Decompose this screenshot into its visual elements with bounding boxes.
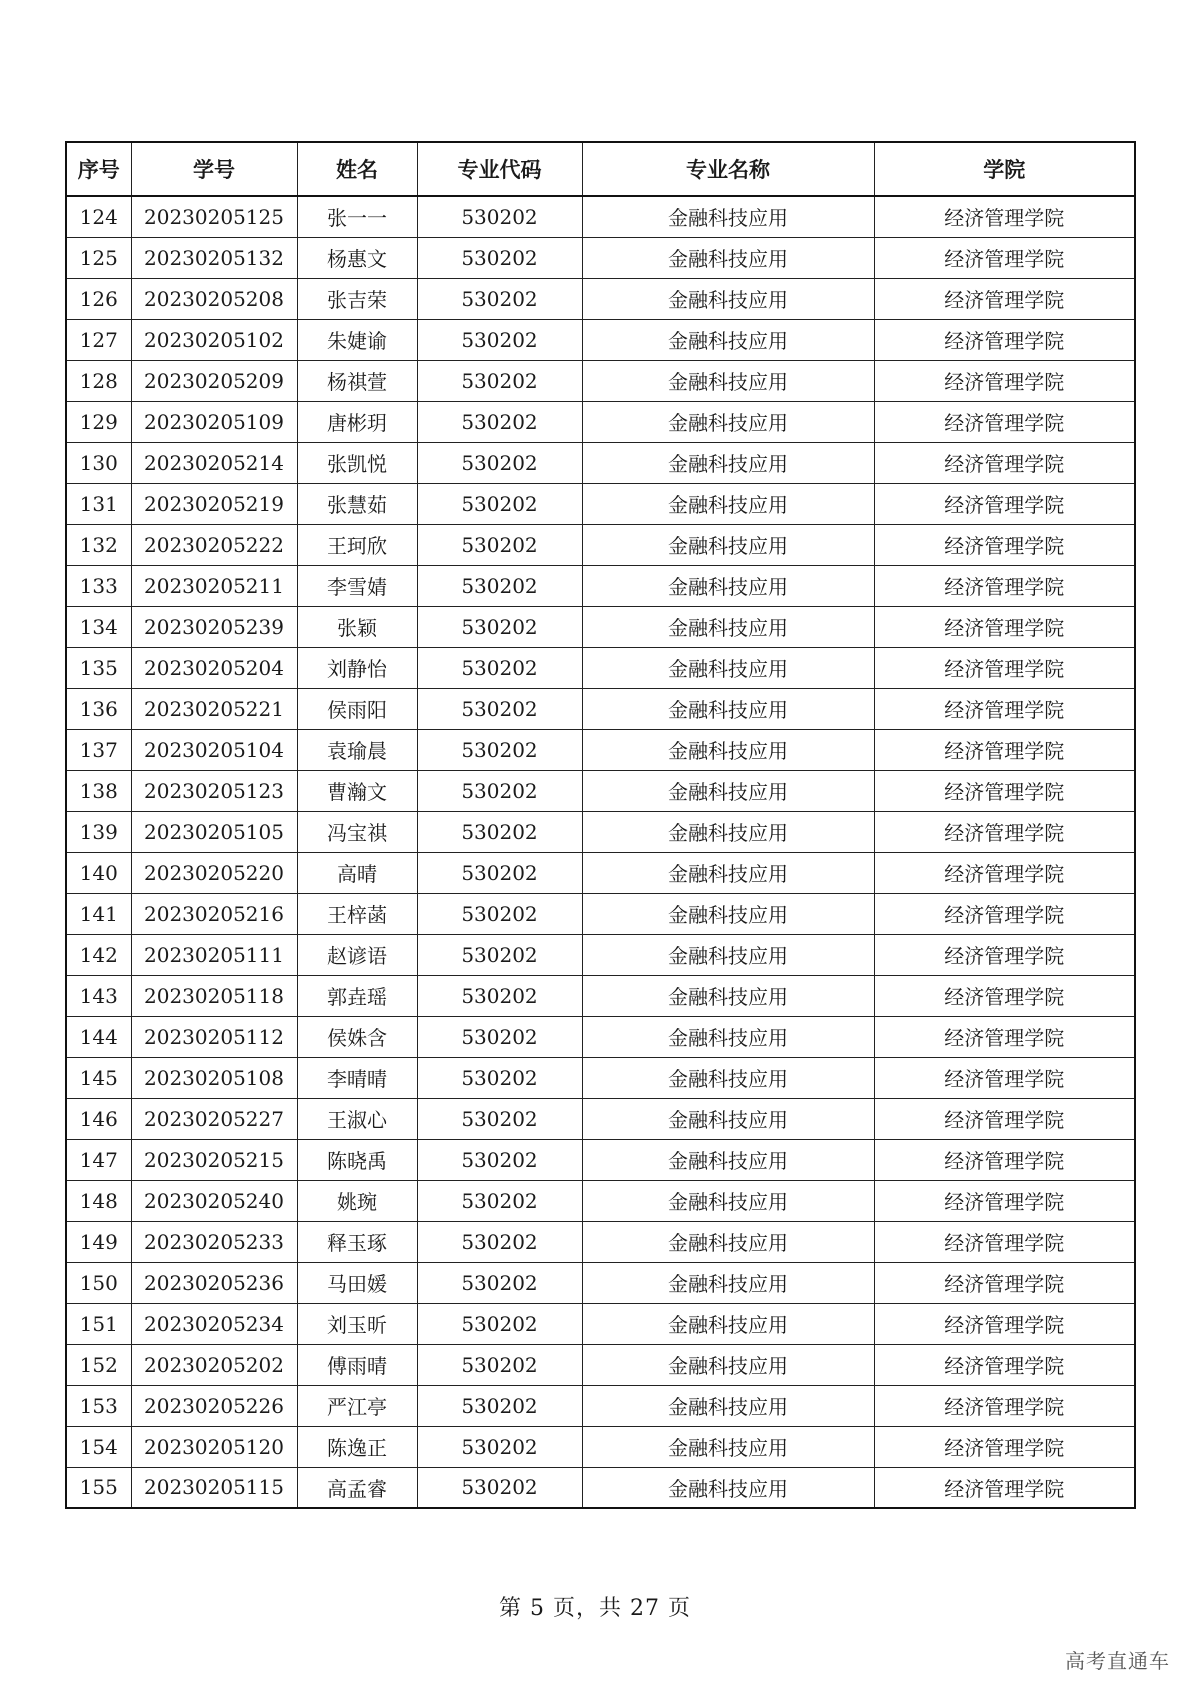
cell-student-id: 20230205102	[131, 319, 297, 360]
cell-student-id: 20230205219	[131, 483, 297, 524]
table-row	[66, 565, 1135, 606]
cell-index: 137	[66, 729, 131, 770]
table-row	[66, 1262, 1135, 1303]
cell-student-id: 20230205109	[131, 401, 297, 442]
cell-student-id: 20230205209	[131, 360, 297, 401]
table-row	[66, 196, 1135, 237]
cell-major-code: 530202	[417, 934, 582, 975]
cell-college: 经济管理学院	[874, 1344, 1135, 1385]
cell-name: 张颖	[297, 606, 417, 647]
cell-index: 144	[66, 1016, 131, 1057]
table-row	[66, 647, 1135, 688]
cell-college: 经济管理学院	[874, 934, 1135, 975]
table-row	[66, 483, 1135, 524]
cell-major-code: 530202	[417, 196, 582, 237]
cell-index: 155	[66, 1467, 131, 1508]
table-row	[66, 1057, 1135, 1098]
cell-major-code: 530202	[417, 565, 582, 606]
table-row	[66, 319, 1135, 360]
cell-college: 经济管理学院	[874, 196, 1135, 237]
cell-index: 131	[66, 483, 131, 524]
cell-major-code: 530202	[417, 1221, 582, 1262]
cell-major-code: 530202	[417, 1057, 582, 1098]
cell-major-name: 金融科技应用	[582, 319, 874, 360]
cell-index: 152	[66, 1344, 131, 1385]
cell-student-id: 20230205118	[131, 975, 297, 1016]
table-row	[66, 893, 1135, 934]
table-row	[66, 442, 1135, 483]
cell-college: 经济管理学院	[874, 524, 1135, 565]
cell-major-name: 金融科技应用	[582, 1057, 874, 1098]
cell-index: 141	[66, 893, 131, 934]
cell-index: 125	[66, 237, 131, 278]
cell-college: 经济管理学院	[874, 852, 1135, 893]
cell-major-code: 530202	[417, 401, 582, 442]
cell-student-id: 20230205216	[131, 893, 297, 934]
cell-major-code: 530202	[417, 442, 582, 483]
cell-major-name: 金融科技应用	[582, 811, 874, 852]
cell-major-code: 530202	[417, 647, 582, 688]
cell-student-id: 20230205227	[131, 1098, 297, 1139]
table-row	[66, 1385, 1135, 1426]
cell-index: 153	[66, 1385, 131, 1426]
cell-major-code: 530202	[417, 1426, 582, 1467]
cell-major-code: 530202	[417, 1344, 582, 1385]
cell-student-id: 20230205104	[131, 729, 297, 770]
cell-index: 134	[66, 606, 131, 647]
cell-student-id: 20230205115	[131, 1467, 297, 1508]
cell-index: 127	[66, 319, 131, 360]
cell-major-name: 金融科技应用	[582, 278, 874, 319]
cell-index: 148	[66, 1180, 131, 1221]
cell-student-id: 20230205214	[131, 442, 297, 483]
cell-major-name: 金融科技应用	[582, 237, 874, 278]
cell-major-code: 530202	[417, 893, 582, 934]
table-row	[66, 1303, 1135, 1344]
cell-major-code: 530202	[417, 852, 582, 893]
cell-name: 陈逸正	[297, 1426, 417, 1467]
cell-major-name: 金融科技应用	[582, 483, 874, 524]
cell-major-code: 530202	[417, 1467, 582, 1508]
cell-name: 侯雨阳	[297, 688, 417, 729]
cell-major-name: 金融科技应用	[582, 934, 874, 975]
cell-index: 145	[66, 1057, 131, 1098]
cell-major-code: 530202	[417, 1262, 582, 1303]
cell-college: 经济管理学院	[874, 1262, 1135, 1303]
cell-index: 154	[66, 1426, 131, 1467]
cell-college: 经济管理学院	[874, 688, 1135, 729]
cell-college: 经济管理学院	[874, 770, 1135, 811]
cell-major-code: 530202	[417, 1139, 582, 1180]
cell-student-id: 20230205221	[131, 688, 297, 729]
cell-student-id: 20230205211	[131, 565, 297, 606]
cell-college: 经济管理学院	[874, 1098, 1135, 1139]
table-row	[66, 401, 1135, 442]
cell-name: 王梓菡	[297, 893, 417, 934]
cell-index: 129	[66, 401, 131, 442]
cell-name: 朱婕谕	[297, 319, 417, 360]
cell-student-id: 20230205239	[131, 606, 297, 647]
cell-college: 经济管理学院	[874, 1221, 1135, 1262]
cell-major-name: 金融科技应用	[582, 1385, 874, 1426]
cell-name: 傅雨晴	[297, 1344, 417, 1385]
cell-name: 李雪婧	[297, 565, 417, 606]
cell-major-code: 530202	[417, 237, 582, 278]
cell-college: 经济管理学院	[874, 647, 1135, 688]
cell-college: 经济管理学院	[874, 319, 1135, 360]
cell-major-code: 530202	[417, 1180, 582, 1221]
cell-name: 刘玉昕	[297, 1303, 417, 1344]
cell-name: 袁瑜晨	[297, 729, 417, 770]
cell-name: 王珂欣	[297, 524, 417, 565]
cell-college: 经济管理学院	[874, 1426, 1135, 1467]
cell-index: 146	[66, 1098, 131, 1139]
student-roster-table	[65, 141, 1136, 1509]
cell-index: 128	[66, 360, 131, 401]
cell-name: 高晴	[297, 852, 417, 893]
table-row	[66, 1221, 1135, 1262]
cell-index: 133	[66, 565, 131, 606]
cell-name: 张慧茹	[297, 483, 417, 524]
header-row	[66, 142, 1135, 196]
cell-index: 124	[66, 196, 131, 237]
table-row	[66, 524, 1135, 565]
cell-name: 姚琬	[297, 1180, 417, 1221]
cell-index: 126	[66, 278, 131, 319]
cell-student-id: 20230205125	[131, 196, 297, 237]
cell-college: 经济管理学院	[874, 1139, 1135, 1180]
cell-index: 140	[66, 852, 131, 893]
table-header	[66, 142, 1135, 196]
cell-major-code: 530202	[417, 975, 582, 1016]
cell-name: 杨祺萱	[297, 360, 417, 401]
page-number-footer	[0, 1591, 1190, 1622]
cell-student-id: 20230205222	[131, 524, 297, 565]
cell-name: 刘静怡	[297, 647, 417, 688]
cell-college: 经济管理学院	[874, 1303, 1135, 1344]
cell-major-name: 金融科技应用	[582, 1180, 874, 1221]
table-row	[66, 770, 1135, 811]
cell-college: 经济管理学院	[874, 893, 1135, 934]
table-row	[66, 360, 1135, 401]
cell-major-name: 金融科技应用	[582, 442, 874, 483]
table-row	[66, 606, 1135, 647]
cell-major-code: 530202	[417, 483, 582, 524]
cell-name: 张一一	[297, 196, 417, 237]
column-header-major-code: 专业代码	[417, 142, 582, 196]
table-row	[66, 1139, 1135, 1180]
cell-index: 135	[66, 647, 131, 688]
cell-college: 经济管理学院	[874, 811, 1135, 852]
cell-major-name: 金融科技应用	[582, 565, 874, 606]
cell-major-code: 530202	[417, 278, 582, 319]
cell-college: 经济管理学院	[874, 1467, 1135, 1508]
cell-major-code: 530202	[417, 688, 582, 729]
cell-student-id: 20230205202	[131, 1344, 297, 1385]
cell-name: 杨惠文	[297, 237, 417, 278]
table-row	[66, 688, 1135, 729]
cell-student-id: 20230205105	[131, 811, 297, 852]
cell-major-code: 530202	[417, 770, 582, 811]
cell-major-name: 金融科技应用	[582, 1303, 874, 1344]
cell-college: 经济管理学院	[874, 1016, 1135, 1057]
cell-college: 经济管理学院	[874, 442, 1135, 483]
cell-student-id: 20230205204	[131, 647, 297, 688]
cell-college: 经济管理学院	[874, 483, 1135, 524]
cell-index: 130	[66, 442, 131, 483]
cell-college: 经济管理学院	[874, 360, 1135, 401]
watermark-text: 高考直通车	[1065, 1649, 1170, 1673]
table-row	[66, 1344, 1135, 1385]
cell-student-id: 20230205233	[131, 1221, 297, 1262]
table-row	[66, 1180, 1135, 1221]
cell-student-id: 20230205226	[131, 1385, 297, 1426]
cell-student-id: 20230205234	[131, 1303, 297, 1344]
cell-name: 张凯悦	[297, 442, 417, 483]
cell-major-name: 金融科技应用	[582, 1139, 874, 1180]
cell-college: 经济管理学院	[874, 401, 1135, 442]
table-row	[66, 934, 1135, 975]
cell-major-name: 金融科技应用	[582, 606, 874, 647]
cell-name: 唐彬玥	[297, 401, 417, 442]
column-header-name: 姓名	[297, 142, 417, 196]
cell-index: 136	[66, 688, 131, 729]
cell-name: 李晴晴	[297, 1057, 417, 1098]
cell-student-id: 20230205108	[131, 1057, 297, 1098]
cell-index: 149	[66, 1221, 131, 1262]
cell-major-code: 530202	[417, 1385, 582, 1426]
cell-name: 侯姝含	[297, 1016, 417, 1057]
cell-student-id: 20230205208	[131, 278, 297, 319]
cell-student-id: 20230205215	[131, 1139, 297, 1180]
cell-major-code: 530202	[417, 319, 582, 360]
cell-index: 139	[66, 811, 131, 852]
cell-name: 王淑心	[297, 1098, 417, 1139]
table-row	[66, 852, 1135, 893]
cell-major-name: 金融科技应用	[582, 975, 874, 1016]
cell-college: 经济管理学院	[874, 729, 1135, 770]
table-row	[66, 975, 1135, 1016]
table-row	[66, 278, 1135, 319]
cell-college: 经济管理学院	[874, 975, 1135, 1016]
cell-major-name: 金融科技应用	[582, 1016, 874, 1057]
cell-student-id: 20230205112	[131, 1016, 297, 1057]
cell-student-id: 20230205120	[131, 1426, 297, 1467]
cell-name: 郭垚瑶	[297, 975, 417, 1016]
table-row	[66, 1467, 1135, 1508]
cell-major-name: 金融科技应用	[582, 852, 874, 893]
cell-name: 严江亭	[297, 1385, 417, 1426]
column-header-major-name: 专业名称	[582, 142, 874, 196]
table-row	[66, 1426, 1135, 1467]
cell-index: 147	[66, 1139, 131, 1180]
cell-major-name: 金融科技应用	[582, 647, 874, 688]
cell-index: 142	[66, 934, 131, 975]
cell-name: 张吉荣	[297, 278, 417, 319]
cell-student-id: 20230205220	[131, 852, 297, 893]
cell-college: 经济管理学院	[874, 606, 1135, 647]
cell-college: 经济管理学院	[874, 237, 1135, 278]
cell-student-id: 20230205240	[131, 1180, 297, 1221]
cell-major-code: 530202	[417, 360, 582, 401]
cell-index: 151	[66, 1303, 131, 1344]
cell-major-name: 金融科技应用	[582, 770, 874, 811]
cell-name: 高孟睿	[297, 1467, 417, 1508]
cell-student-id: 20230205111	[131, 934, 297, 975]
cell-major-name: 金融科技应用	[582, 1262, 874, 1303]
cell-major-code: 530202	[417, 524, 582, 565]
cell-major-code: 530202	[417, 1016, 582, 1057]
cell-name: 释玉琢	[297, 1221, 417, 1262]
cell-major-name: 金融科技应用	[582, 688, 874, 729]
column-header-student-id: 学号	[131, 142, 297, 196]
cell-major-name: 金融科技应用	[582, 1221, 874, 1262]
table-row	[66, 811, 1135, 852]
cell-index: 150	[66, 1262, 131, 1303]
cell-name: 冯宝祺	[297, 811, 417, 852]
cell-student-id: 20230205123	[131, 770, 297, 811]
cell-college: 经济管理学院	[874, 278, 1135, 319]
cell-name: 曹瀚文	[297, 770, 417, 811]
cell-major-code: 530202	[417, 606, 582, 647]
cell-major-code: 530202	[417, 1303, 582, 1344]
column-header-index: 序号	[66, 142, 131, 196]
table-row	[66, 1098, 1135, 1139]
cell-name: 陈晓禹	[297, 1139, 417, 1180]
cell-index: 132	[66, 524, 131, 565]
cell-major-name: 金融科技应用	[582, 729, 874, 770]
table-row	[66, 237, 1135, 278]
cell-major-name: 金融科技应用	[582, 1467, 874, 1508]
cell-major-name: 金融科技应用	[582, 1344, 874, 1385]
cell-student-id: 20230205236	[131, 1262, 297, 1303]
table-row	[66, 729, 1135, 770]
cell-college: 经济管理学院	[874, 1180, 1135, 1221]
cell-major-name: 金融科技应用	[582, 893, 874, 934]
table-row	[66, 1016, 1135, 1057]
cell-major-name: 金融科技应用	[582, 1426, 874, 1467]
page-number-label: 第 5 页，共 27 页	[499, 1596, 691, 1621]
cell-major-code: 530202	[417, 811, 582, 852]
cell-major-name: 金融科技应用	[582, 524, 874, 565]
cell-major-code: 530202	[417, 729, 582, 770]
table-body	[66, 196, 1135, 1508]
cell-name: 赵谚语	[297, 934, 417, 975]
cell-major-code: 530202	[417, 1098, 582, 1139]
cell-college: 经济管理学院	[874, 1057, 1135, 1098]
cell-major-name: 金融科技应用	[582, 360, 874, 401]
cell-name: 马田媛	[297, 1262, 417, 1303]
cell-major-name: 金融科技应用	[582, 1098, 874, 1139]
cell-college: 经济管理学院	[874, 565, 1135, 606]
column-header-college: 学院	[874, 142, 1135, 196]
cell-student-id: 20230205132	[131, 237, 297, 278]
cell-major-name: 金融科技应用	[582, 196, 874, 237]
cell-index: 143	[66, 975, 131, 1016]
cell-major-name: 金融科技应用	[582, 401, 874, 442]
cell-index: 138	[66, 770, 131, 811]
cell-college: 经济管理学院	[874, 1385, 1135, 1426]
